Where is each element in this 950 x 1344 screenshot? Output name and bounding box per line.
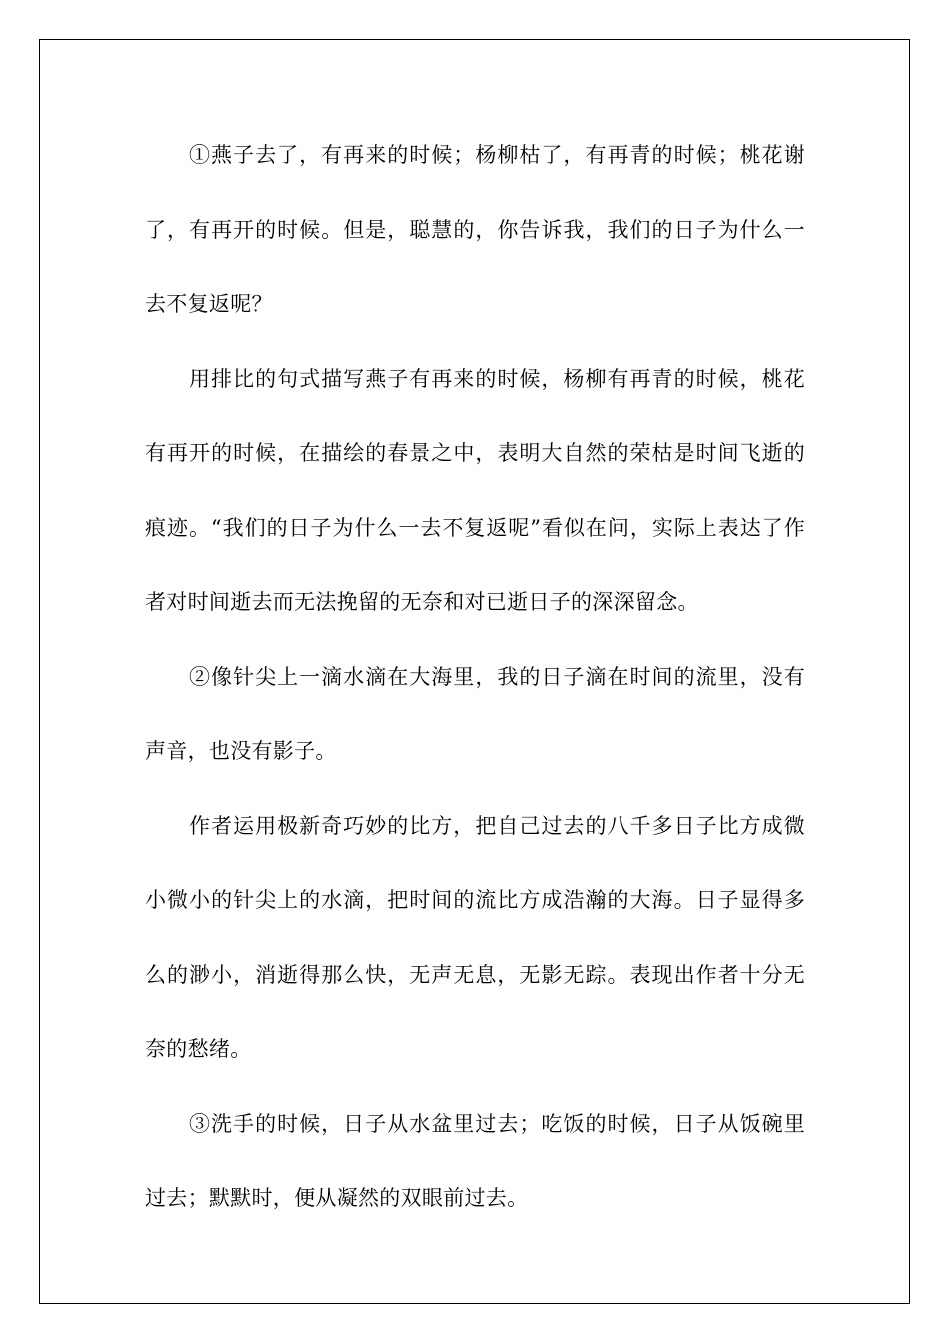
- paragraph-analysis-2: 作者运用极新奇巧妙的比方，把自己过去的八千多日子比方成微小微小的针尖上的水滴，把时间的流比方成浩瀚的大海。日子显得多么的渺小，消逝得那么快，无声无息，无影无踪。表现出作者十分无奈的愁绪。: [145, 813, 805, 1061]
- paragraph-quote-2: ②像针尖上一滴水滴在大海里，我的日子滴在时间的流里，没有声音，也没有影子。: [145, 664, 805, 763]
- paragraph-quote-3: ③洗手的时候，日子从水盆里过去；吃饭的时候，日子从饭碗里过去；默默时，便从凝然的双眼前过去。: [145, 1111, 805, 1210]
- paragraph-quote-1: ①燕子去了，有再来的时候；杨柳枯了，有再青的时候；桃花谢了，有再开的时候。但是，聪慧的，你告诉我，我们的日子为什么一去不复返呢？: [145, 143, 805, 316]
- paragraph-analysis-1: 用排比的句式描写燕子有再来的时候，杨柳有再青的时候，桃花有再开的时候，在描绘的春景之中，表明大自然的荣枯是时间飞逝的痕迹。“我们的日子为什么一去不复返呢”看似在问，实际上表达了作者对时间逝去而无法挽留的无奈和对已逝日子的深深留念。: [145, 366, 805, 614]
- document-body: [145, 118, 805, 1236]
